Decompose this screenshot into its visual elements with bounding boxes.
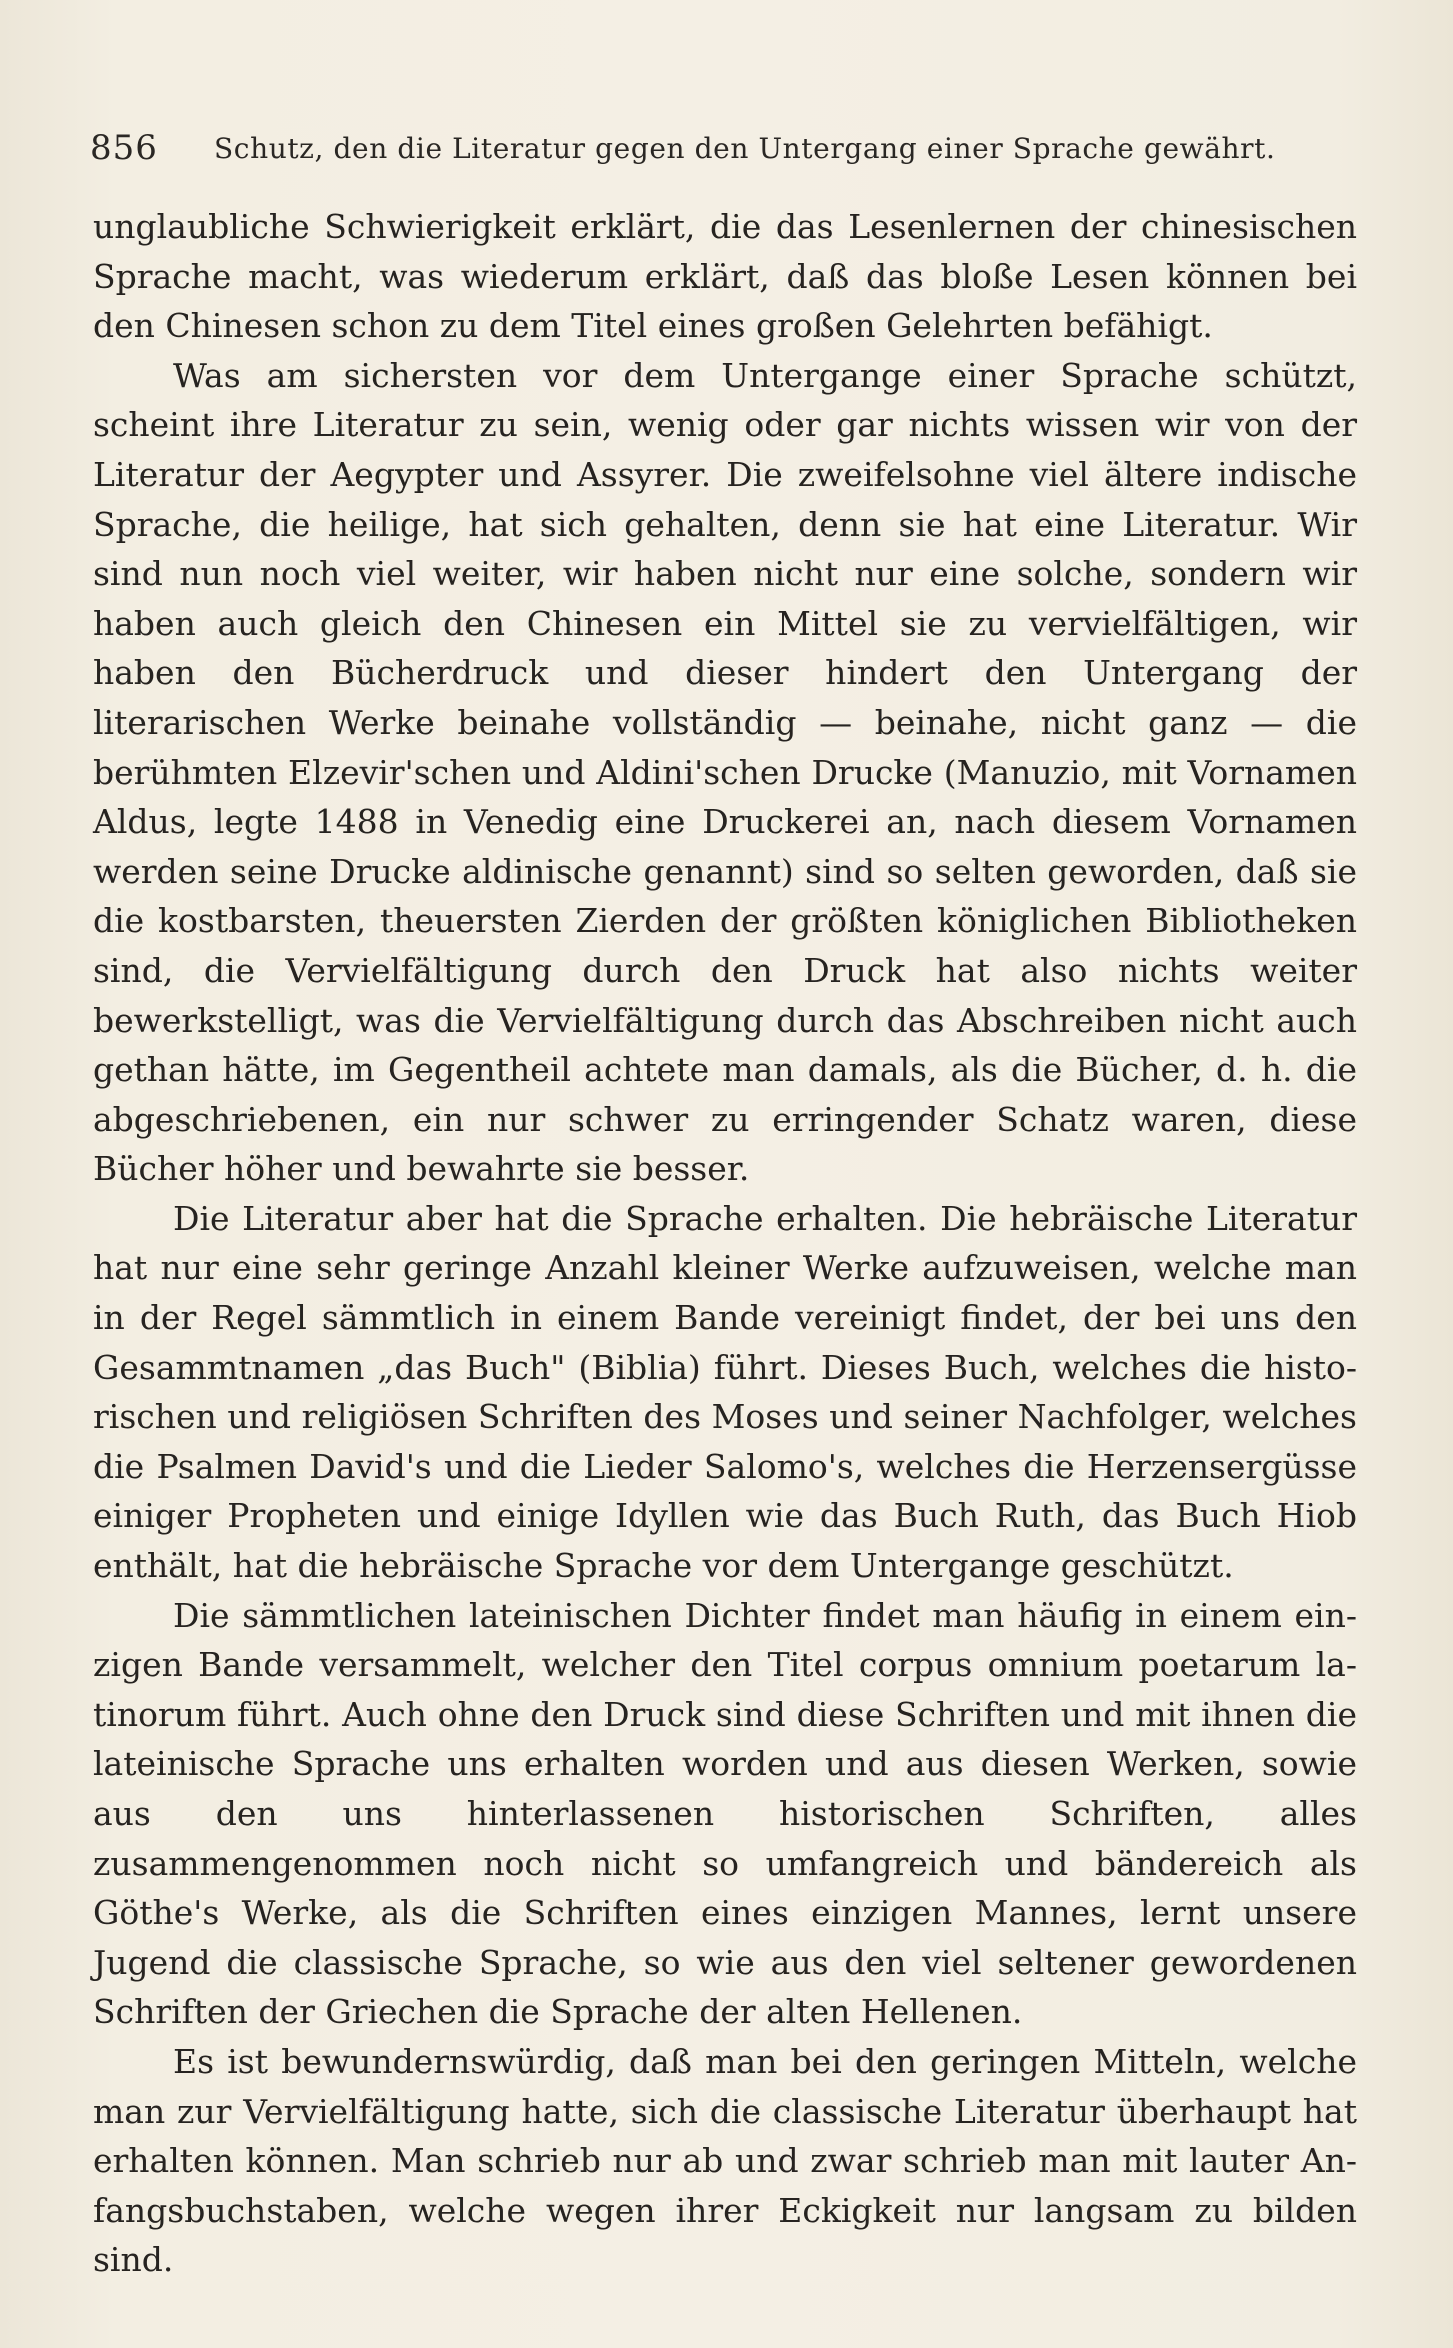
running-head: Schutz, den die Literatur gegen den Untergang einer Sprache gewährt.: [214, 132, 1276, 165]
page-header: [90, 128, 1390, 174]
paragraph: Die Literatur aber hat die Sprache erhalten. Die hebräische Literatur hat nur eine sehr geringe Anzahl kleiner Werke aufzuweisen, welche man in der Regel sämmtlich in einem Bande vereinigt findet, der bei uns den Gesammtnamen „das Buch" (Biblia) führt. Dieses Buch, welches die historischen und religiösen Schriften des Moses und seiner Nachfolger, welches die Psalmen David's und die Lieder Salomo's, welches die Herzensergüsse einiger Propheten und einige Idyllen wie das Buch Ruth, das Buch Hiob enthält, hat die hebräische Sprache vor dem Untergange geschützt.: [93, 1198, 1357, 1586]
body-text: [93, 202, 1357, 2285]
paragraph-continued: unglaubliche Schwierigkeit erklärt, die das Lesenlernen der chinesischen Sprache macht, was wiederum erklärt, daß das bloße Lesen können bei den Chinesen schon zu dem Titel eines großen Gelehrten befähigt.: [93, 207, 1357, 346]
page-number: 856: [90, 128, 158, 168]
paragraph: Es ist bewundernswürdig, daß man bei den geringen Mitteln, welche man zur Vervielfältigung hatte, sich die classische Literatur überhaupt hat erhalten können. Man schrieb nur ab und zwar schrieb man mit lauter Anfangsbuchstaben, welche wegen ihrer Eckigkeit nur langsam zu bilden sind.: [93, 2041, 1357, 2280]
paragraph: Die sämmtlichen lateinischen Dichter findet man häufig in einem einzigen Bande versammelt, welcher den Titel corpus omnium poetarum latinorum führt. Auch ohne den Druck sind diese Schriften und mit ihnen die lateinische Sprache uns erhalten worden und aus diesen Werken, sowie aus den uns hinterlassenen historischen Schriften, alles zusammengenommen noch nicht so umfangreich und bändereich als Göthe's Werke, als die Schriften eines einzigen Mannes, lernt unsere Jugend die classische Sprache, so wie aus den viel seltener gewordenen Schriften der Griechen die Sprache der alten Hellenen.: [93, 1595, 1357, 2032]
paragraph: Was am sichersten vor dem Untergange einer Sprache schützt, scheint ihre Literatur zu sein, wenig oder gar nichts wissen wir von der Literatur der Aegypter und Assyrer. Die zweifelsohne viel ältere indische Sprache, die heilige, hat sich gehalten, denn sie hat eine Literatur. Wir sind nun noch viel weiter, wir haben nicht nur eine solche, sondern wir haben auch gleich den Chinesen ein Mittel sie zu vervielfältigen, wir haben den Bücherdruck und dieser hindert den Untergang der literarischen Werke beinahe vollständig — beinahe, nicht ganz — die berühmten Elzevir'schen und Aldini'schen Drucke (Manuzio, mit Vornamen Aldus, legte 1488 in Venedig eine Druckerei an, nach diesem Vornamen werden seine Drucke aldinische genannt) sind so selten geworden, daß sie die kostbarsten, theuersten Zierden der größten königlichen Bibliotheken sind, die Vervielfältigung durch den Druck hat also nichts weiter bewerkstelligt, was die Vervielfältigung durch das Abschreiben nicht auch gethan hätte, im Gegentheil achtete man damals, als die Bücher, d. h. die abgeschriebenen, ein nur schwer zu erringender Schatz waren, diese Bücher höher und bewahrte sie besser.: [93, 355, 1357, 1189]
